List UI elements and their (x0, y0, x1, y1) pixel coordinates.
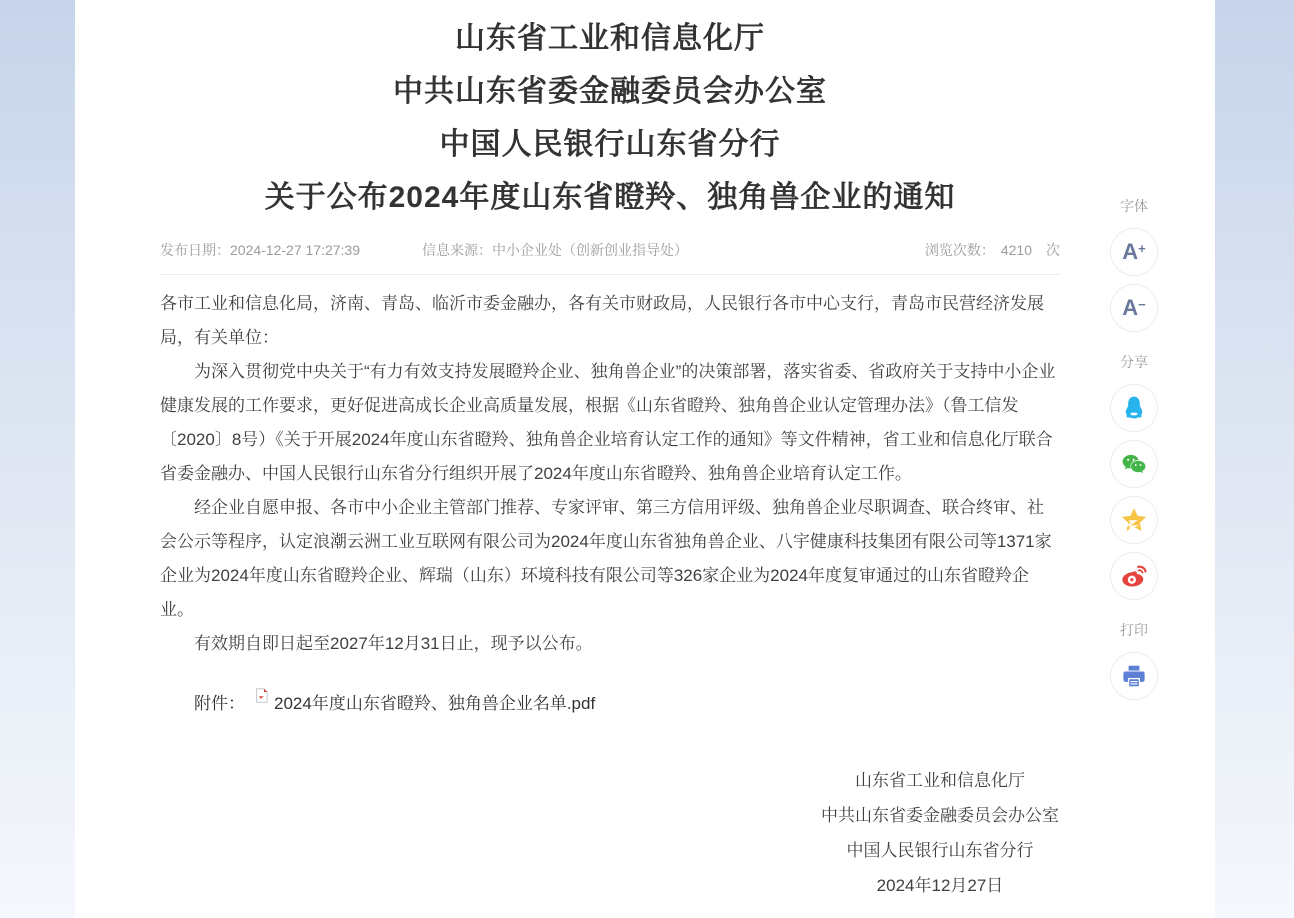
paragraph-1: 为深入贯彻党中央关于“有力有效支持发展瞪羚企业、独角兽企业”的决策部署，落实省委、省政府关于支持中小企业健康发展的工作要求，更好促进高成长企业高质量发展，根据《山东省瞪羚、独角兽企业认定管理办法》（鲁工信发〔2020〕8号）《关于开展2024年度山东省瞪羚、独角兽企业培育认定工作的通知》等文件精神，省工业和信息化厅联合省委金融办、中国人民银行山东省分行组织开展了2024年度山东省瞪羚、独角兽企业培育认定工作。 (160, 362, 1056, 483)
view-count (925, 240, 1060, 260)
font-size-label: 字体 (1120, 198, 1148, 214)
paragraph-3: 有效期自即日起至2027年12月31日止，现予以公布。 (194, 634, 593, 653)
print-button[interactable] (1110, 652, 1158, 700)
qzone-icon (1119, 505, 1149, 535)
info-source-label: 信息来源： (422, 242, 492, 258)
weibo-icon (1119, 561, 1149, 591)
pdf-file-icon (253, 687, 270, 709)
page-title-line-4: 关于公布2024年度山东省瞪羚、独角兽企业的通知 (264, 181, 956, 214)
attachment-row (194, 687, 1060, 715)
share-label: 分享 (1120, 354, 1148, 370)
info-source (422, 240, 688, 260)
font-increase-glyph: A+ (1122, 239, 1146, 264)
page-title (160, 0, 1060, 224)
font-decrease-glyph: A− (1122, 295, 1146, 320)
publish-date (160, 240, 360, 260)
page-title-line-1: 山东省工业和信息化厅 (455, 22, 765, 55)
page-title-line-2: 中共山东省委金融委员会办公室 (393, 75, 827, 108)
publish-date-value: 2024-12-27 17:27:39 (230, 242, 360, 258)
signature-block (780, 763, 1100, 903)
attachment-link[interactable]: 2024年度山东省瞪羚、独角兽企业名单.pdf (274, 693, 596, 713)
wechat-icon (1120, 450, 1148, 478)
publish-date-label: 发布日期： (160, 242, 230, 258)
paragraph-salutation: 各市工业和信息化局，济南、青岛、临沂市委金融办，各有关市财政局，人民银行各市中心支行，青岛市民营经济发展局，有关单位： (160, 294, 1044, 347)
article-meta-bar (160, 240, 1060, 275)
signature-org-2: 中共山东省委金融委员会办公室 (821, 806, 1059, 825)
tools-sidebar (1106, 196, 1162, 708)
font-decrease-button[interactable] (1110, 284, 1158, 332)
printer-icon (1121, 663, 1147, 689)
article-body (160, 287, 1060, 661)
info-source-value: 中小企业处（创新创业指导处） (492, 242, 688, 258)
signature-org-1: 山东省工业和信息化厅 (855, 771, 1025, 790)
print-label: 打印 (1120, 622, 1148, 638)
article-card (75, 0, 1215, 918)
view-count-label: 浏览次数： (924, 242, 995, 258)
share-qq-button[interactable] (1110, 384, 1158, 432)
signature-date: 2024年12月27日 (876, 876, 1004, 895)
view-count-unit: 次 (1046, 242, 1060, 258)
share-qzone-button[interactable] (1110, 496, 1158, 544)
qq-icon (1120, 394, 1148, 422)
view-count-value: 4210 (1000, 242, 1032, 258)
share-weibo-button[interactable] (1110, 552, 1158, 600)
share-wechat-button[interactable] (1110, 440, 1158, 488)
attachment-label: 附件： (194, 693, 245, 713)
signature-org-3: 中国人民银行山东省分行 (846, 841, 1034, 860)
font-increase-button[interactable] (1110, 228, 1158, 276)
page-title-line-3: 中国人民银行山东省分行 (439, 128, 781, 161)
paragraph-2: 经企业自愿申报、各市中小企业主管部门推荐、专家评审、第三方信用评级、独角兽企业尽职调查、联合终审、社会公示等程序，认定浪潮云洲工业互联网有限公司为2024年度山东省独角兽企业、八宇健康科技集团有限公司等1371家企业为2024年度山东省瞪羚企业、辉瑞（山东）环境科技有限公司等326家企业为2024年度复审通过的山东省瞪羚企业。 (160, 498, 1052, 619)
